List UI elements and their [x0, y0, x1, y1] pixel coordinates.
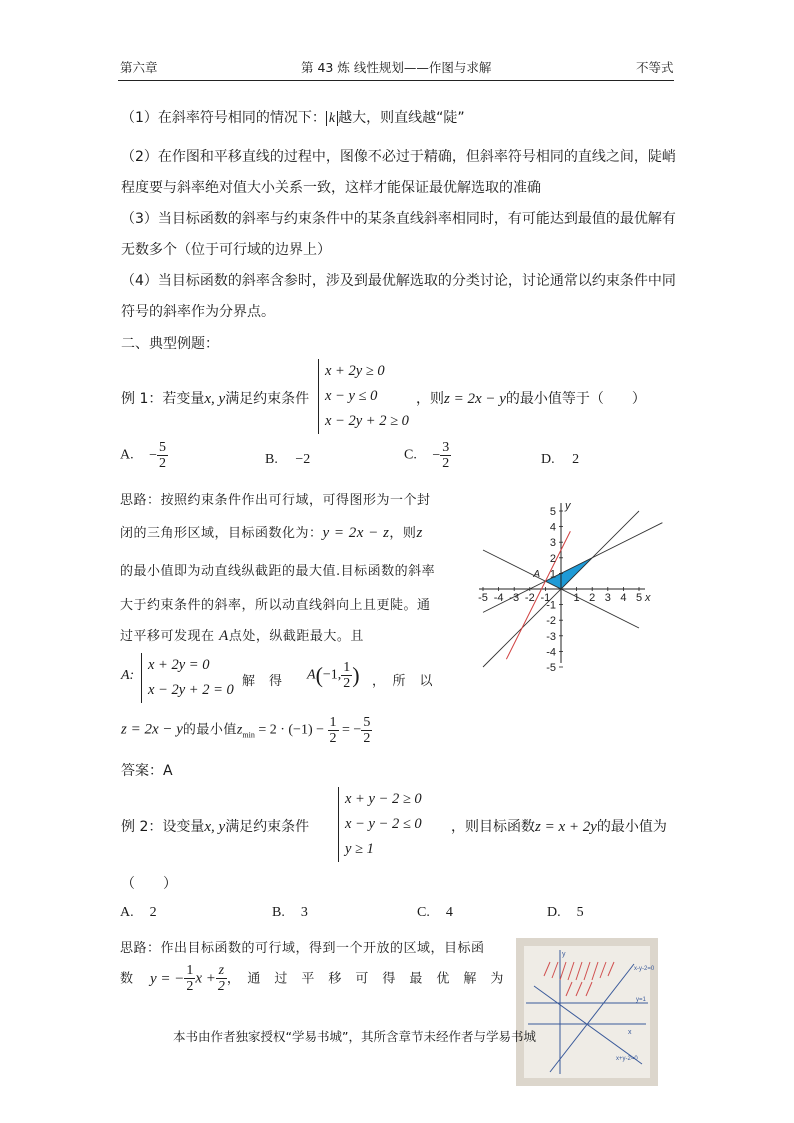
ex1-constraint-3: x − 2y + 2 ≥ 0	[325, 413, 409, 429]
ex2-prefix	[121, 816, 309, 836]
ex2-constraint-2: x − y − 2 ≤ 0	[345, 816, 422, 832]
option-c-den: 2	[442, 456, 450, 471]
x-tick-label-2: 2	[589, 592, 596, 604]
photo-label-2: y=1	[636, 997, 646, 1003]
option-a-num: 5	[159, 440, 167, 455]
y-tick-label-2: 2	[549, 552, 556, 565]
photo-axis-x: x	[628, 1029, 632, 1036]
frac1-den: 2	[329, 731, 337, 746]
option-a-den: 2	[159, 456, 167, 471]
ex1-sol-line5	[120, 625, 364, 645]
option-b-value: −2	[295, 452, 311, 467]
ex2-option-d-value: 5	[576, 905, 584, 920]
note-3-line2: 无数多个（位于可行域的边界上）	[121, 242, 331, 258]
ex1-objective: z = 2x − y	[444, 391, 506, 407]
hand-drawn-graph	[524, 946, 655, 1078]
ex2-paren: （ ）	[121, 876, 177, 892]
note-1-text: （1）在斜率符号相同的情况下：	[121, 110, 326, 126]
ex2-frac2-num: z	[216, 963, 227, 979]
point-a-y-den: 2	[343, 676, 351, 691]
y-tick-label--3: -3	[546, 630, 556, 643]
ex1-final	[121, 715, 372, 746]
option-c-num: 3	[442, 440, 450, 455]
note-1	[121, 107, 465, 127]
photo-hatching	[544, 962, 614, 996]
ex1-option-a[interactable]	[120, 440, 168, 471]
ex1-solve-word: 解 得	[242, 674, 283, 689]
ex2-question-post: 的最小值为	[596, 819, 667, 835]
option-d-label: D.	[541, 452, 555, 467]
ex1-answer: 答案：A	[121, 763, 173, 779]
x-axis-label: x	[645, 592, 651, 604]
option-a-fraction	[157, 440, 168, 471]
ex1-sol-line2-z: z	[416, 525, 423, 541]
y-tick-label--2: -2	[546, 615, 556, 628]
y-tick-label-5: 5	[549, 506, 556, 518]
ex1-question-pre: ，则	[416, 391, 444, 407]
frac2-num: 5	[363, 715, 371, 730]
ex1-sys-label: A:	[121, 668, 135, 683]
ex1-constraint-1: x + 2y ≥ 0	[325, 363, 385, 379]
point-a-x: −1,	[322, 667, 342, 683]
y-tick-label-3: 3	[549, 537, 556, 550]
x-tick-label--2: -2	[524, 592, 535, 604]
ex2-vars: x, y	[204, 819, 226, 835]
note-3-line1: （3）当目标函数的斜率与约束条件中的某条直线斜率相同时，有可能达到最值的最优解有	[121, 211, 676, 227]
ex2-option-c[interactable]	[417, 905, 453, 921]
ex2-sol-line2	[120, 963, 504, 994]
ex1-final-frac1	[328, 715, 339, 746]
ex2-option-c-value: 4	[445, 905, 453, 920]
ex2-prefix-text: 例 2：设变量	[121, 819, 205, 835]
photo-label-3: x+y-2=0	[616, 1056, 638, 1062]
note-2-line1: （2）在作图和平移直线的过程中，图像不必过于精确，但斜率符号相同的直线之间，陡峭	[121, 149, 676, 165]
photo-paper	[524, 946, 655, 1078]
ex2-sol-line2-pre: 数	[120, 971, 134, 987]
option-c-sign: −	[432, 447, 441, 463]
x-tick-label-5: 5	[635, 592, 643, 604]
point-a-label: A	[533, 569, 541, 581]
ex2-mid: 满足约束条件	[225, 819, 310, 835]
x-tick-label-3: 3	[604, 592, 611, 604]
ex1-sys-row-2: x − 2y + 2 = 0	[148, 682, 234, 698]
ex1-sol-line2-pre: 闭的三角形区域，目标函数化为：	[120, 526, 323, 541]
ex1-mid: 满足约束条件	[225, 391, 310, 407]
ex1-final-expr: = 2 · (−1) −	[258, 722, 325, 738]
ex1-constraint-2: x − y ≤ 0	[325, 388, 378, 404]
feasible-region-chart	[466, 482, 676, 680]
note-1-tail: 越大，则直线越“陡”	[338, 110, 465, 126]
ex1-final-pre: z = 2x − y	[121, 721, 183, 738]
ex2-question	[451, 816, 667, 836]
ex2-option-d-label: D.	[547, 905, 561, 920]
ex2-option-a-value: 2	[149, 905, 157, 920]
hand-drawn-graph-photo	[516, 938, 658, 1086]
ex1-sol-line4: 大于约束条件的斜率，所以动直线斜向上且更陡。通	[120, 598, 431, 613]
ex1-final-z: z	[236, 722, 243, 738]
option-b-label: B.	[265, 452, 278, 467]
frac2-den: 2	[363, 731, 371, 746]
ex1-question-post: 的最小值等于（ ）	[505, 391, 646, 407]
ex1-sol-line2	[120, 522, 423, 542]
header-rule	[118, 80, 674, 81]
point-a-y	[341, 660, 352, 691]
photo-line-1	[534, 986, 642, 1064]
ex2-frac1-den: 2	[186, 979, 194, 994]
ex1-final-frac2	[361, 715, 372, 746]
note-4-line2: 符号的斜率作为分界点。	[121, 304, 275, 320]
y-tick-label--1: -1	[546, 599, 556, 612]
photo-label-1: x-y-2=0	[634, 966, 655, 972]
photo-axis-y: y	[562, 951, 566, 958]
ex1-final-sub: min	[242, 730, 255, 740]
ex1-point-a: A(−1, $\frac{1}{2}$ )	[307, 660, 360, 691]
x-tick-label--5: -5	[478, 592, 488, 604]
ex1-final-mid: 的最小值	[182, 722, 237, 738]
ex1-sol-line1: 思路：按照约束条件作出可行域，可得图形为一个封	[120, 493, 431, 508]
header-section: 不等式	[636, 60, 674, 75]
option-c-label: C.	[404, 447, 417, 463]
ex2-option-d[interactable]	[547, 905, 584, 921]
ex1-sol-line5-pre: 过平移可发现在	[120, 629, 215, 644]
section-title: 二、典型例题：	[121, 336, 219, 352]
option-d-value: 2	[572, 452, 580, 467]
ex1-prefix-text: 例 1：若变量	[121, 391, 205, 407]
option-a-label: A.	[120, 447, 134, 463]
ex1-sol-line2-math: y = 2x − z	[322, 525, 390, 541]
ex2-option-b-label: B.	[272, 905, 285, 920]
ex1-option-c[interactable]	[404, 440, 451, 471]
ex1-so-word: ， 所 以	[372, 674, 434, 689]
ex1-question	[416, 388, 646, 408]
ex1-point-system	[141, 653, 234, 703]
point-a-y-num: 1	[343, 660, 351, 675]
abs-k: k	[326, 111, 338, 126]
y-tick-label--5: -5	[546, 662, 556, 674]
footer-copyright: 本书由作者独家授权“学易书城”，其所含章节未经作者与学易书城	[173, 1029, 536, 1044]
ex2-option-a-label: A.	[120, 905, 134, 920]
ex1-sol-line5-a: A	[219, 628, 229, 644]
ex1-sol-line3: 的最小值即为动直线纵截距的最大值.目标函数的斜率	[120, 564, 436, 579]
ex2-objective: z = x + 2y	[535, 819, 597, 835]
ex2-option-b-value: 3	[300, 905, 308, 920]
ex2-frac1	[184, 963, 195, 994]
note-4-line1: （4）当目标函数的斜率含参时，涉及到最优解选取的分类讨论，讨论通常以约束条件中同	[121, 273, 676, 289]
ex2-frac2-den: 2	[217, 979, 225, 994]
ex2-question-pre: ，则目标函数	[451, 819, 535, 835]
ex2-frac2	[216, 963, 227, 994]
ex2-constraint-3: y ≥ 1	[345, 841, 374, 857]
ex2-constraint-system	[338, 787, 422, 862]
ex1-sol-line5-post: 点处，纵截距最大。且	[228, 629, 364, 644]
note-2-line2: 程度要与斜率绝对值大小关系一致，这样才能保证最优解选取的准确	[121, 180, 541, 196]
ex1-final-eq: = −	[342, 722, 362, 738]
option-c-fraction	[440, 440, 451, 471]
ex2-sol-line2-y: y = −	[149, 970, 185, 987]
x-tick-label-1: 1	[573, 592, 580, 604]
ex2-option-c-label: C.	[417, 905, 430, 920]
ex2-sol-line2-post: ， 通 过 平 移 可 得 最 优 解 为	[226, 971, 504, 987]
y-tick-label-1: 1	[549, 568, 556, 581]
ex1-option-b[interactable]	[265, 452, 310, 468]
ex1-option-d[interactable]	[541, 452, 579, 468]
x-tick-label--1: -1	[540, 592, 551, 604]
ex2-option-a[interactable]	[120, 905, 157, 921]
x-tick-label-4: 4	[620, 592, 627, 604]
header-title: 第 43 炼 线性规划——作图与求解	[301, 60, 492, 75]
x-tick-label--4: -4	[493, 592, 504, 604]
option-a-sign: −	[149, 447, 158, 463]
header-chapter: 第六章	[120, 60, 158, 75]
ex1-vars: x, y	[204, 391, 226, 407]
ex2-option-b[interactable]	[272, 905, 308, 921]
y-axis-label: y	[565, 500, 571, 512]
ex2-sol-line2-x: x +	[195, 970, 216, 987]
y-tick-label--4: -4	[546, 646, 556, 659]
ex2-frac1-num: 1	[186, 963, 194, 978]
ex1-constraint-system	[318, 359, 409, 434]
ex1-sys-row-1: x + 2y = 0	[148, 657, 210, 673]
y-tick-label-4: 4	[549, 521, 556, 534]
ex2-sol-line1: 思路：作出目标函数的可行域，得到一个开放的区域，目标函	[120, 941, 485, 956]
x-tick-label--3: -3	[509, 592, 520, 604]
ex2-constraint-1: x + y − 2 ≥ 0	[345, 791, 422, 807]
ex1-prefix	[121, 388, 309, 408]
point-a-letter: A	[307, 667, 316, 683]
frac1-num: 1	[329, 715, 337, 730]
ex1-sol-line2-post: ，则	[389, 526, 417, 541]
